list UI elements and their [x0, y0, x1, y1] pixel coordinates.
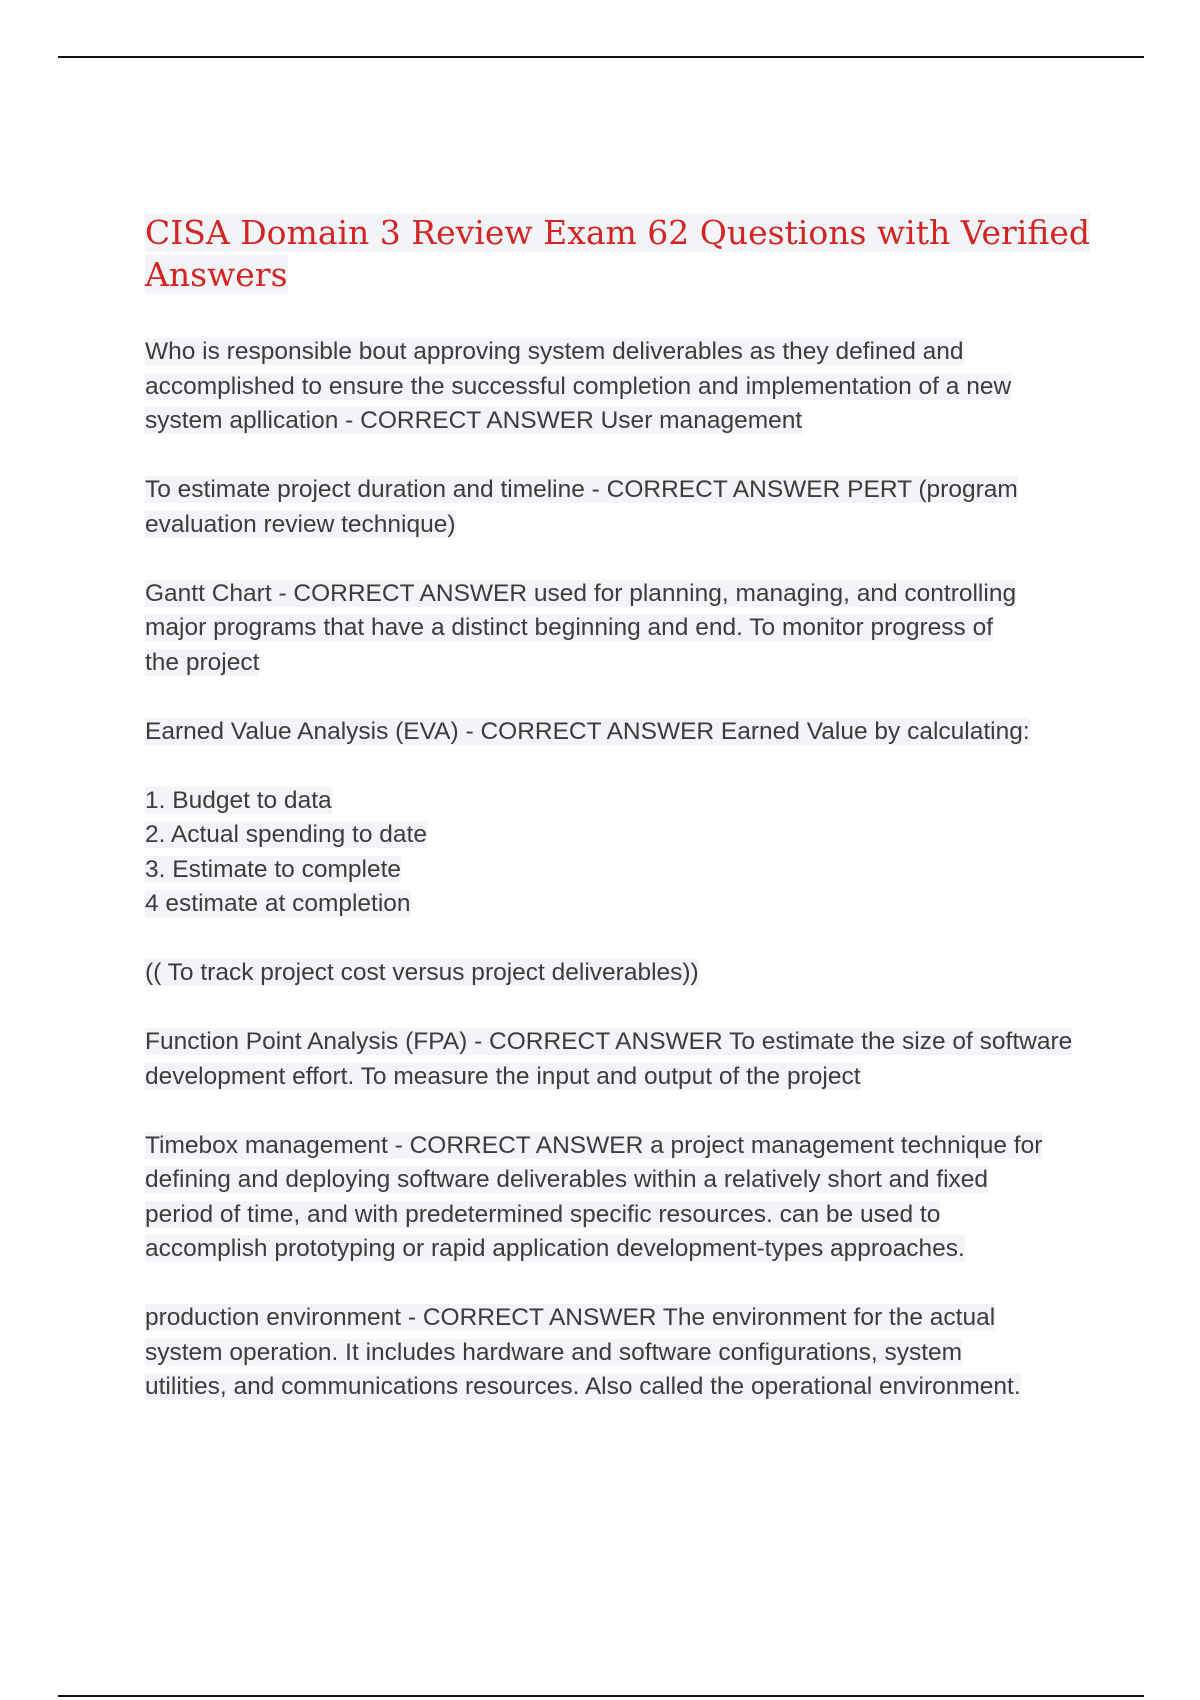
title-line: Answers: [145, 255, 288, 294]
text-line: Function Point Analysis (FPA) - CORRECT ANSWER To estimate the size of software: [145, 1028, 1073, 1055]
top-rule: [58, 56, 1144, 58]
text-line: the project: [145, 648, 260, 676]
qa-paragraph: [145, 577, 1105, 681]
text-line: Gantt Chart - CORRECT ANSWER used for planning, managing, and controlling: [145, 579, 1017, 607]
document-body: [145, 335, 1105, 1439]
text-line: production environment - CORRECT ANSWER The environment for the actual: [145, 1304, 996, 1331]
text-line: Who is responsible bout approving system deliverables as they defined and: [145, 338, 964, 365]
note-paragraph: [145, 956, 1105, 991]
text-line: period of time, and with predetermined specific resources. can be used to: [145, 1200, 941, 1228]
list-item: 1. Budget to data: [145, 786, 332, 814]
list-item: 4 estimate at completion: [145, 890, 411, 917]
text-line: accomplish prototyping or rapid application development-types approaches.: [145, 1235, 965, 1262]
text-line: Timebox management - CORRECT ANSWER a project management technique for: [145, 1131, 1043, 1159]
text-line: utilities, and communications resources. Also called the operational environment.: [145, 1373, 1021, 1400]
list-item: 3. Estimate to complete: [145, 855, 402, 883]
qa-paragraph: [145, 1025, 1105, 1094]
bottom-rule: [58, 1695, 1144, 1697]
list-item: 2. Actual spending to date: [145, 821, 427, 848]
numbered-list: [145, 784, 1105, 922]
text-line: system operation. It includes hardware and software configurations, system: [145, 1338, 963, 1366]
qa-paragraph: [145, 715, 1105, 750]
document-title: [145, 212, 1105, 296]
text-line: Earned Value Analysis (EVA) - CORRECT ANSWER Earned Value by calculating:: [145, 717, 1030, 745]
title-line: CISA Domain 3 Review Exam 62 Questions with Verified: [145, 213, 1091, 252]
text-line: development effort. To measure the input and output of the project: [145, 1062, 861, 1090]
text-line: major programs that have a distinct beginning and end. To monitor progress of: [145, 614, 994, 641]
text-line: evaluation review technique): [145, 510, 456, 538]
qa-paragraph: [145, 335, 1105, 439]
text-line: (( To track project cost versus project deliverables)): [145, 959, 699, 986]
text-line: defining and deploying software deliverables within a relatively short and fixed: [145, 1166, 989, 1193]
qa-paragraph: [145, 1129, 1105, 1267]
text-line: accomplished to ensure the successful completion and implementation of a new: [145, 372, 1012, 400]
text-line: system apllication - CORRECT ANSWER User management: [145, 407, 803, 434]
text-line: To estimate project duration and timeline - CORRECT ANSWER PERT (program: [145, 476, 1018, 503]
qa-paragraph: [145, 473, 1105, 542]
qa-paragraph: [145, 1301, 1105, 1405]
